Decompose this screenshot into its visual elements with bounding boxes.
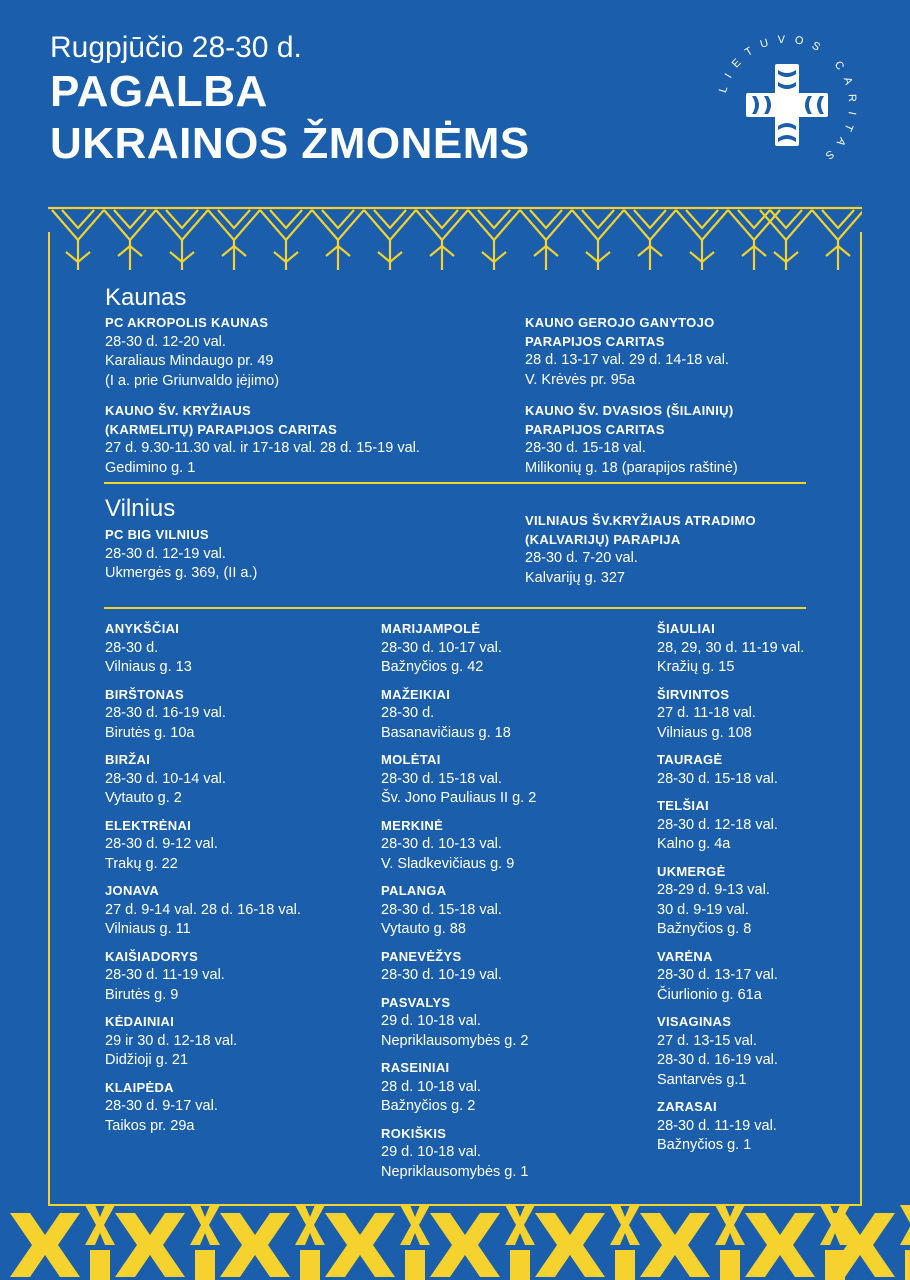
- location-entry: [525, 512, 756, 588]
- location-hours: 28-30 d. 15-18 val.: [525, 440, 646, 456]
- town-name: ZARASAI: [657, 1099, 717, 1114]
- town-name: MOLĖTAI: [381, 752, 441, 767]
- town-entry: [105, 620, 301, 678]
- location-name: PC BIG VILNIUS: [105, 527, 209, 542]
- location-hours: 28-30 d. 12-20 val.: [105, 333, 226, 350]
- town-detail: Santarvės g.1: [657, 1071, 747, 1088]
- location-entry: [525, 314, 729, 390]
- town-detail: 28-30 d. 15-18 val.: [657, 770, 778, 787]
- town-detail: Vilniaus g. 108: [657, 724, 752, 741]
- town-name: TAURAGĖ: [657, 752, 723, 767]
- town-detail: 28-29 d. 9-13 val.: [657, 882, 770, 898]
- town-detail: 28-30 d. 16-19 val.: [657, 1052, 778, 1068]
- location-address: Kalvarijų g. 327: [525, 569, 625, 586]
- town-detail: 28-30 d. 16-19 val.: [105, 705, 226, 721]
- location-address: Ukmergės g. 369, (II a.): [105, 565, 258, 581]
- location-address: V. Krėvės pr. 95a: [525, 371, 635, 388]
- town-entry: [657, 797, 804, 855]
- location-name: PC AKROPOLIS KAUNAS: [105, 315, 269, 330]
- folk-pattern-bottom: [0, 1205, 910, 1280]
- town-detail: Birutės g. 9: [105, 986, 179, 1003]
- location-entry: [105, 526, 257, 584]
- town-entry: [657, 1013, 804, 1090]
- location-entry: [525, 402, 738, 478]
- town-detail: Kalno g. 4a: [657, 836, 731, 852]
- location-name: VILNIAUS ŠV.KRYŽIAUS ATRADIMO: [525, 513, 756, 528]
- town-detail: 28-30 d. 11-19 val.: [657, 1117, 777, 1134]
- town-entry: [105, 751, 301, 809]
- location-address: Karaliaus Mindaugo pr. 49: [105, 353, 274, 369]
- town-entry: [657, 1098, 804, 1156]
- town-detail: Trakų g. 22: [105, 855, 178, 872]
- title-line-2: UKRAINOS ŽMONĖMS: [50, 119, 530, 168]
- town-detail: 28-30 d. 15-18 val.: [381, 901, 502, 918]
- town-detail: Bažnyčios g. 8: [657, 921, 752, 937]
- town-name: PALANGA: [381, 883, 447, 898]
- city-kaunas: Kaunas: [105, 284, 187, 311]
- town-entry: [381, 994, 536, 1052]
- town-name: MERKINĖ: [381, 817, 444, 833]
- town-detail: 28 d. 10-18 val.: [381, 1078, 481, 1095]
- town-detail: 29 ir 30 d. 12-18 val.: [105, 1032, 238, 1049]
- town-detail: Šv. Jono Pauliaus II g. 2: [381, 790, 537, 806]
- town-entry: [105, 817, 301, 875]
- location-name: (KARMELITŲ) PARAPIJOS CARITAS: [105, 421, 338, 437]
- town-detail: Bažnyčios g. 1: [657, 1137, 752, 1153]
- town-detail: Vytauto g. 88: [381, 921, 466, 937]
- town-detail: Basanavičiaus g. 18: [381, 724, 511, 741]
- section-divider: [104, 607, 806, 609]
- folk-pattern-top: [48, 200, 862, 280]
- location-address: Milikonių g. 18 (parapijos raštinė): [525, 459, 738, 476]
- town-entry: [657, 751, 804, 789]
- location-name: KAUNO ŠV. KRYŽIAUS: [105, 403, 252, 418]
- town-detail: 28-30 d. 9-17 val.: [105, 1098, 218, 1114]
- town-name: ŠIRVINTOS: [657, 686, 730, 702]
- town-entry: [657, 948, 804, 1006]
- town-entry: [381, 686, 536, 744]
- town-name: ŠIAULIAI: [657, 621, 716, 636]
- town-detail: 30 d. 9-19 val.: [657, 901, 749, 918]
- town-name: MARIJAMPOLĖ: [381, 621, 481, 636]
- town-entry: [105, 1013, 301, 1071]
- town-entry: [381, 620, 536, 678]
- town-name: RASEINIAI: [381, 1060, 450, 1075]
- town-entry: [381, 1125, 536, 1183]
- town-detail: 27 d. 13-15 val.: [657, 1032, 757, 1049]
- town-name: PASVALYS: [381, 994, 451, 1010]
- town-name: ELEKTRĖNAI: [105, 817, 192, 833]
- location-address: Gedimino g. 1: [105, 459, 196, 476]
- town-entry: [105, 1079, 301, 1137]
- town-detail: 28-30 d. 11-19 val.: [105, 967, 225, 983]
- location-name: KAUNO GEROJO GANYTOJO: [525, 315, 715, 330]
- town-entry: [381, 882, 536, 940]
- town-detail: Birutės g. 10a: [105, 724, 195, 741]
- town-entry: [657, 620, 804, 678]
- town-entry: [105, 948, 301, 1006]
- town-detail: Vilniaus g. 13: [105, 659, 192, 675]
- town-detail: 28-30 d. 10-13 val.: [381, 836, 502, 852]
- town-detail: Vytauto g. 2: [105, 790, 182, 806]
- header: [50, 30, 530, 170]
- town-detail: 28-30 d.: [105, 639, 159, 656]
- caritas-cross-logo: [712, 30, 862, 180]
- town-name: UKMERGĖ: [657, 863, 726, 879]
- town-entry: [381, 1059, 536, 1117]
- location-entry: [105, 402, 420, 478]
- town-detail: Nepriklausomybės g. 1: [381, 1163, 529, 1180]
- town-name: VARĖNA: [657, 948, 713, 964]
- town-detail: 28-30 d. 12-18 val.: [657, 816, 778, 833]
- location-hours: 28-30 d. 7-20 val.: [525, 550, 638, 566]
- section-divider: [104, 482, 806, 484]
- location-note: (I a. prie Griunvaldo įėjimo): [105, 372, 280, 389]
- logo-ring-text: LIETUVOS CARITAS: [717, 33, 859, 167]
- town-detail: 28-30 d. 10-19 val.: [381, 967, 502, 983]
- town-entry: [381, 948, 536, 986]
- town-detail: 28, 29, 30 d. 11-19 val.: [657, 639, 805, 656]
- town-name: BIRŽAI: [105, 752, 151, 767]
- title-line-1: PAGALBA: [50, 67, 268, 116]
- town-detail: 28-30 d. 10-17 val.: [381, 639, 502, 656]
- town-entry: [105, 686, 301, 744]
- city-vilnius: Vilnius: [105, 495, 176, 522]
- towns-column-3: [657, 620, 804, 1164]
- town-detail: 28-30 d. 10-14 val.: [105, 770, 226, 787]
- town-detail: 29 d. 10-18 val.: [381, 1144, 481, 1160]
- towns-column-1: [105, 620, 301, 1144]
- location-name: PARAPIJOS CARITAS: [525, 421, 665, 437]
- town-name: KĖDAINIAI: [105, 1014, 175, 1029]
- town-detail: Didžioji g. 21: [105, 1052, 189, 1068]
- town-detail: 28-30 d. 15-18 val.: [381, 770, 502, 787]
- town-detail: 29 d. 10-18 val.: [381, 1013, 481, 1029]
- towns-column-2: [381, 620, 536, 1190]
- town-entry: [381, 751, 536, 809]
- town-name: ROKIŠKIS: [381, 1125, 447, 1141]
- town-name: VISAGINAS: [657, 1014, 732, 1029]
- town-detail: 27 d. 9-14 val. 28 d. 16-18 val.: [105, 901, 301, 918]
- town-detail: Kražių g. 15: [657, 659, 735, 675]
- town-detail: Vilniaus g. 11: [105, 921, 191, 937]
- town-detail: Bažnyčios g. 2: [381, 1098, 476, 1114]
- town-name: JONAVA: [105, 883, 160, 898]
- town-name: TELŠIAI: [657, 798, 709, 813]
- town-name: KAIŠIADORYS: [105, 948, 199, 964]
- town-name: PANEVĖŽYS: [381, 948, 462, 964]
- town-entry: [381, 817, 536, 875]
- town-detail: 27 d. 11-18 val.: [657, 705, 756, 721]
- town-entry: [657, 863, 804, 940]
- town-detail: V. Sladkevičiaus g. 9: [381, 855, 515, 872]
- town-name: BIRŠTONAS: [105, 686, 185, 702]
- town-name: KLAIPĖDA: [105, 1079, 174, 1095]
- location-hours: 28-30 d. 12-19 val.: [105, 545, 226, 562]
- town-detail: 28-30 d.: [381, 705, 435, 721]
- town-name: ANYKŠČIAI: [105, 621, 180, 636]
- town-name: MAŽEIKIAI: [381, 686, 451, 702]
- town-detail: 28-30 d. 13-17 val.: [657, 967, 778, 983]
- town-detail: Taikos pr. 29a: [105, 1117, 195, 1134]
- location-hours: 28 d. 13-17 val. 29 d. 14-18 val.: [525, 352, 729, 368]
- town-entry: [105, 882, 301, 940]
- location-name: KAUNO ŠV. DVASIOS (ŠILAINIŲ): [525, 403, 734, 418]
- location-entry: [105, 314, 279, 391]
- location-hours: 27 d. 9.30-11.30 val. ir 17-18 val. 28 d. 15-19 val.: [105, 440, 420, 456]
- town-detail: Bažnyčios g. 42: [381, 659, 484, 675]
- location-name: (KALVARIJŲ) PARAPIJA: [525, 531, 681, 547]
- event-date: Rugpjūčio 28-30 d.: [50, 31, 302, 64]
- town-entry: [657, 686, 804, 744]
- location-name: PARAPIJOS CARITAS: [525, 333, 665, 349]
- town-detail: Čiurlionio g. 61a: [657, 986, 762, 1003]
- town-detail: Nepriklausomybės g. 2: [381, 1032, 529, 1049]
- town-detail: 28-30 d. 9-12 val.: [105, 836, 218, 852]
